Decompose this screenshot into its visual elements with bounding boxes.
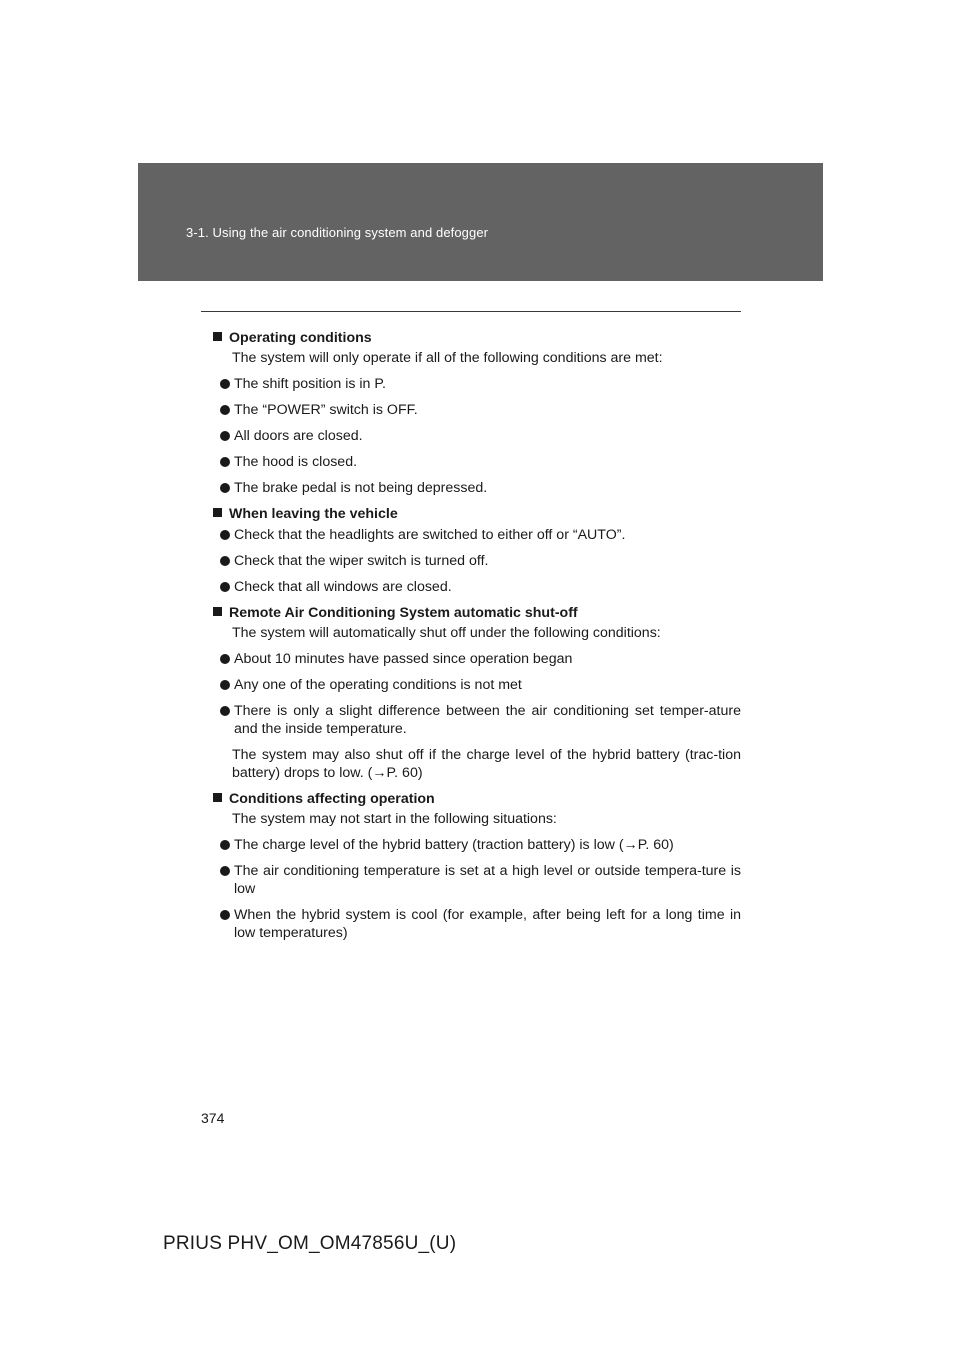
page-number: 374 [201, 1110, 225, 1126]
circle-bullet-icon [220, 910, 230, 920]
manual-content [213, 329, 741, 942]
circle-bullet-icon [220, 680, 230, 690]
list-item: Check that the wiper switch is turned off. [213, 552, 741, 570]
square-bullet-icon [213, 607, 222, 616]
list-item: Any one of the operating conditions is not met [213, 676, 741, 694]
list-item: When the hybrid system is cool (for example, after being left for a long time in low temperatures) [213, 906, 741, 942]
circle-bullet-icon [220, 556, 230, 566]
list-item: The “POWER” switch is OFF. [213, 401, 741, 419]
heading-automatic-shut-off: Remote Air Conditioning System automatic shut-off [213, 604, 741, 622]
list-item: Check that the headlights are switched to either off or “AUTO”. [213, 526, 741, 544]
intro-text: The system may not start in the following situations: [232, 811, 557, 827]
square-bullet-icon [213, 793, 222, 802]
list-item: The charge level of the hybrid battery (traction battery) is low (→P. 60) [213, 836, 741, 854]
list-item: The shift position is in P. [213, 375, 741, 393]
circle-bullet-icon [220, 840, 230, 850]
note-text: The system may also shut off if the charge level of the hybrid battery (trac-tion battery) drops to low. (→P. 60) [232, 747, 741, 781]
footer-document-code: PRIUS PHV_OM_OM47856U_(U) [163, 1233, 457, 1254]
list-item: About 10 minutes have passed since operation began [213, 650, 741, 668]
list-item: All doors are closed. [213, 427, 741, 445]
circle-bullet-icon [220, 431, 230, 441]
intro-text: The system will only operate if all of the following conditions are met: [232, 350, 663, 366]
square-bullet-icon [213, 332, 222, 341]
list-item: The hood is closed. [213, 453, 741, 471]
circle-bullet-icon [220, 866, 230, 876]
circle-bullet-icon [220, 582, 230, 592]
list-item: There is only a slight difference between the air conditioning set temper-ature and the inside temperature. [213, 702, 741, 738]
heading-conditions-affecting-operation: Conditions affecting operation [213, 790, 741, 808]
section-title: 3-1. Using the air conditioning system and defogger [186, 225, 489, 240]
list-item: Check that all windows are closed. [213, 578, 741, 596]
heading-when-leaving-vehicle: When leaving the vehicle [213, 505, 741, 523]
circle-bullet-icon [220, 706, 230, 716]
circle-bullet-icon [220, 405, 230, 415]
divider-rule [201, 311, 741, 312]
circle-bullet-icon [220, 379, 230, 389]
section-header-band [138, 163, 823, 281]
heading-operating-conditions: Operating conditions [213, 329, 741, 347]
list-item: The brake pedal is not being depressed. [213, 479, 741, 497]
intro-text: The system will automatically shut off under the following conditions: [232, 625, 661, 641]
circle-bullet-icon [220, 654, 230, 664]
square-bullet-icon [213, 508, 222, 517]
list-item: The air conditioning temperature is set at a high level or outside tempera-ture is low [213, 862, 741, 898]
circle-bullet-icon [220, 530, 230, 540]
circle-bullet-icon [220, 457, 230, 467]
circle-bullet-icon [220, 483, 230, 493]
